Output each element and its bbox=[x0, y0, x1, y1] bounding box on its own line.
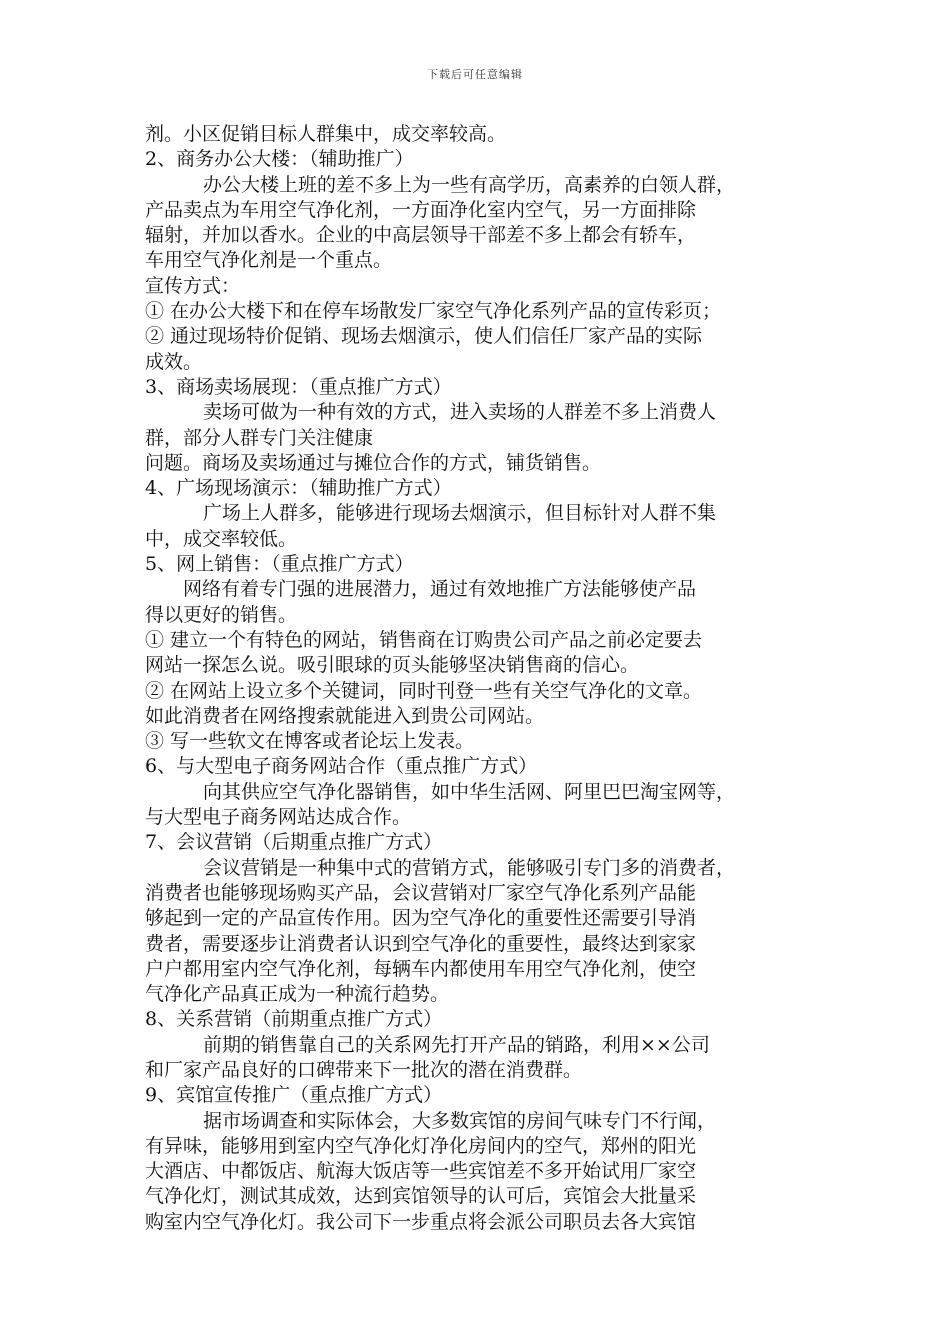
text-line: 大酒店、中都饭店、航海大饭店等一些宾馆差不多开始试用厂家空 bbox=[145, 1160, 697, 1183]
text-line: 6、与大型电子商务网站合作（重点推广方式） bbox=[145, 755, 538, 778]
text-line: 据市场调查和实际体会，大多数宾馆的房间气味专门不行闻， bbox=[203, 1109, 717, 1132]
text-line: ① 在办公大楼下和在停车场散发厂家空气净化系列产品的宣传彩页； bbox=[145, 300, 722, 323]
text-line: 辐射，并加以香水。企业的中高层领导干部差不多上都会有轿车， bbox=[145, 224, 697, 247]
text-line: 剂。小区促销目标人群集中，成交率较高。 bbox=[145, 123, 507, 145]
text-line: 会议营销是一种集中式的营销方式，能够吸引专门多的消费者， bbox=[203, 856, 736, 879]
text-line: 有异味，能够用到室内空气净化灯净化房间内的空气，郑州的阳光 bbox=[145, 1134, 697, 1157]
text-line: 气净化产品真正成为一种流行趋势。 bbox=[145, 983, 450, 1006]
text-line: 网站一探怎么说。吸引眼球的页头能够坚决销售商的信心。 bbox=[145, 654, 640, 677]
text-line: 中，成交率较低。 bbox=[145, 527, 298, 550]
text-line: 4、广场现场演示：（辅助推广方式） bbox=[145, 477, 452, 500]
text-line: 广场上人群多，能够进行现场去烟演示，但目标针对人群不集 bbox=[203, 502, 717, 525]
text-line: 7、会议营销（后期重点推广方式） bbox=[145, 831, 443, 854]
text-line: 气净化灯，测试其成效，达到宾馆领导的认可后，宾馆会大批量采 bbox=[145, 1185, 697, 1208]
text-line: 如此消费者在网络搜索就能进入到贵公司网站。 bbox=[145, 704, 545, 727]
text-line: 和厂家产品良好的口碑带来下一批次的潜在消费群。 bbox=[145, 1058, 583, 1081]
text-line: 费者，需要逐步让消费者认识到空气净化的重要性，最终达到家家 bbox=[145, 932, 697, 955]
text-line: 消费者也能够现场购买产品，会议营销对厂家空气净化系列产品能 bbox=[145, 881, 697, 904]
text-line: 前期的销售靠自己的关系网先打开产品的销路，利用××公司 bbox=[203, 1033, 710, 1056]
text-line: 向其供应空气净化器销售，如中华生活网、阿里巴巴淘宝网等， bbox=[203, 780, 736, 803]
text-line: ② 在网站上设立多个关键词，同时刊登一些有关空气净化的文章。 bbox=[145, 679, 703, 702]
text-line: 得以更好的销售。 bbox=[145, 603, 298, 626]
text-line: ③ 写一些软文在博客或者论坛上发表。 bbox=[145, 730, 475, 753]
page-header: 下载后可任意编辑 bbox=[427, 68, 523, 81]
text-line: 5、网上销售：（重点推广方式） bbox=[145, 553, 414, 576]
document-body bbox=[145, 122, 810, 1235]
text-line: 与大型电子商务网站达成合作。 bbox=[145, 806, 412, 829]
text-line: 车用空气净化剂是一个重点。 bbox=[145, 249, 393, 272]
text-line: 群，部分人群专门关注健康 bbox=[145, 426, 374, 449]
text-line: ① 建立一个有特色的网站，销售商在订购贵公司产品之前必定要去 bbox=[145, 628, 703, 651]
text-line: 网络有着专门强的进展潜力，通过有效地推广方法能够使产品 bbox=[183, 578, 697, 601]
text-line: 宣传方式： bbox=[145, 274, 241, 297]
text-line: 3、商场卖场展现：（重点推广方式） bbox=[145, 375, 452, 398]
text-line: 办公大楼上班的差不多上为一些有高学历，高素养的白领人群， bbox=[203, 173, 736, 196]
text-line: 户户都用室内空气净化剂，每辆车内都使用车用空气净化剂，使空 bbox=[145, 957, 697, 980]
text-line: 问题。商场及卖场通过与摊位合作的方式，铺货销售。 bbox=[145, 451, 602, 474]
text-line: 卖场可做为一种有效的方式，进入卖场的人群差不多上消费人 bbox=[203, 401, 717, 424]
text-line: ② 通过现场特价促销、现场去烟演示，使人们信任厂家产品的实际 bbox=[145, 325, 703, 348]
text-line: 成效。 bbox=[145, 350, 203, 373]
text-line: 产品卖点为车用空气净化剂，一方面净化室内空气，另一方面排除 bbox=[145, 198, 697, 221]
text-line: 够起到一定的产品宣传作用。因为空气净化的重要性还需要引导消 bbox=[145, 907, 697, 930]
text-line: 9、宾馆宣传推广（重点推广方式） bbox=[145, 1084, 443, 1107]
text-line: 8、关系营销（前期重点推广方式） bbox=[145, 1008, 443, 1031]
text-line: 2、商务办公大楼：（辅助推广） bbox=[145, 148, 414, 171]
text-line: 购室内空气净化灯。我公司下一步重点将会派公司职员去各大宾馆 bbox=[145, 1210, 697, 1233]
